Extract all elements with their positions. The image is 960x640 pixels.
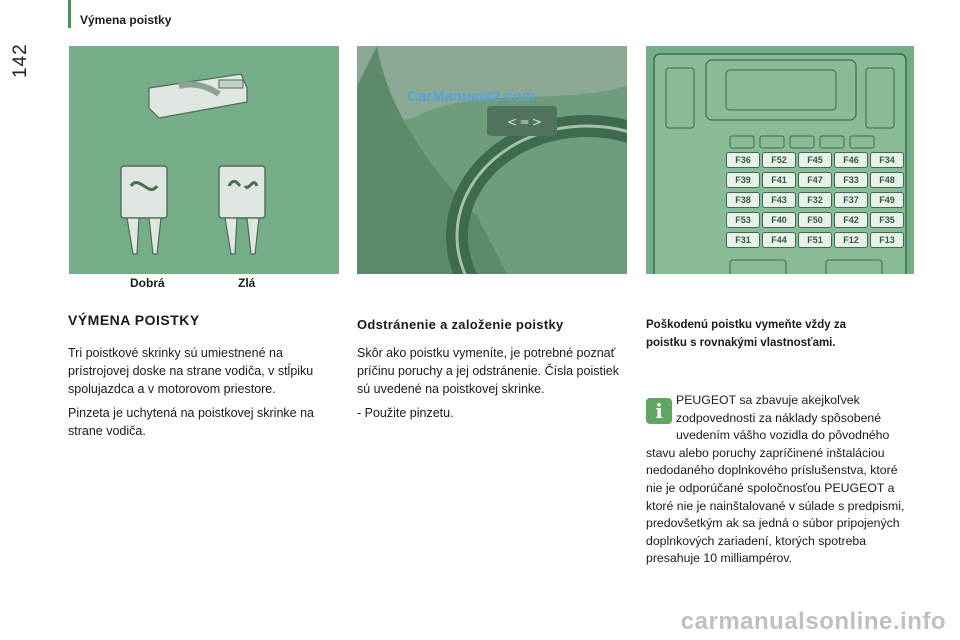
fuse-label: F32 (798, 192, 832, 208)
fuse-label: F41 (762, 172, 796, 188)
fuse-label: F39 (726, 172, 760, 188)
fuse-label: F33 (834, 172, 868, 188)
svg-text:< ═ >: < ═ > (507, 115, 542, 129)
page-header: Výmena poistky (80, 13, 172, 27)
caption-bad: Zlá (238, 276, 256, 290)
fuse-label: F36 (726, 152, 760, 168)
fuse-label: F49 (870, 192, 904, 208)
fuse-label: F43 (762, 192, 796, 208)
fuse-label: F13 (870, 232, 904, 248)
caption-good: Dobrá (130, 276, 165, 290)
tweezers-icon (149, 74, 247, 118)
fuse-illustration-panel (69, 46, 339, 274)
subsection-title: Odstránenie a založenie poistky (357, 317, 564, 332)
fuse-label: F51 (798, 232, 832, 248)
fuse-label: F53 (726, 212, 760, 228)
fuse-label: F42 (834, 212, 868, 228)
fuse-label: F44 (762, 232, 796, 248)
info-icon: i (646, 398, 672, 424)
info-note-body: PEUGEOT sa zbavuje akejkoľvek zodpovednosti za náklady spôsobené uvedením vášho vozidla do pôvodného stavu alebo poruchy zapríčinené inštaláciou nedodaného doplnkového príslušenstva, ktoré nie je odporúčané spoločnosťou PEUGEOT a ktoré nie je nainštalované v súlade s predpismi, predovšetkým ak sa jedná o súbor pripojených doplnkových zariadení, ktorých spotreba presahuje 10 milliampérov. (646, 393, 905, 566)
good-fuse-icon (121, 166, 167, 254)
middle-column (357, 317, 629, 428)
watermark-top: CarManuals2.com (407, 88, 536, 105)
fuse-label: F31 (726, 232, 760, 248)
dashboard-illustration-panel (357, 46, 627, 274)
middle-paragraph-1: Skôr ako poistku vymeníte, je potrebné poznať príčinu poruchy a jej odstránenie. Čísla poistiek sú uvedené na poistkovej skrinke. (357, 346, 619, 396)
left-paragraph-2: Pinzeta je uchytená na poistkovej skrinke na strane vodiča. (68, 406, 314, 438)
fuse-label: F38 (726, 192, 760, 208)
right-column (646, 316, 914, 352)
section-title: VÝMENA POISTKY (68, 312, 200, 328)
page-number: 142 (10, 43, 31, 78)
fuse-label: F35 (870, 212, 904, 228)
header-accent-bar (68, 0, 71, 28)
fuse-label: F37 (834, 192, 868, 208)
fuse-illustration (69, 46, 339, 274)
warning-text: Poškodenú poistku vymeňte vždy za poistku s rovnakými vlastnosťami. (646, 319, 847, 349)
fuse-label: F34 (870, 152, 904, 168)
info-note-text (646, 392, 912, 568)
left-paragraph-1: Tri poistkové skrinky sú umiestnené na prístrojovej doske na strane vodiča, v stĺpiku spolujazdca a v motorovom priestore. (68, 346, 314, 396)
fuse-label: F47 (798, 172, 832, 188)
bad-fuse-icon (219, 166, 265, 254)
watermark-bottom: carmanualsonline.info (680, 608, 946, 635)
fuse-label: F52 (762, 152, 796, 168)
steering-wheel-illustration (357, 46, 627, 274)
fuse-box-panel (646, 46, 914, 274)
middle-paragraph-2: - Použite pinzetu. (357, 406, 454, 420)
fuse-label: F46 (834, 152, 868, 168)
fuse-label: F40 (762, 212, 796, 228)
left-column (68, 312, 340, 446)
fuse-label: F48 (870, 172, 904, 188)
fuse-label: F50 (798, 212, 832, 228)
fuse-label: F12 (834, 232, 868, 248)
fuse-label: F45 (798, 152, 832, 168)
